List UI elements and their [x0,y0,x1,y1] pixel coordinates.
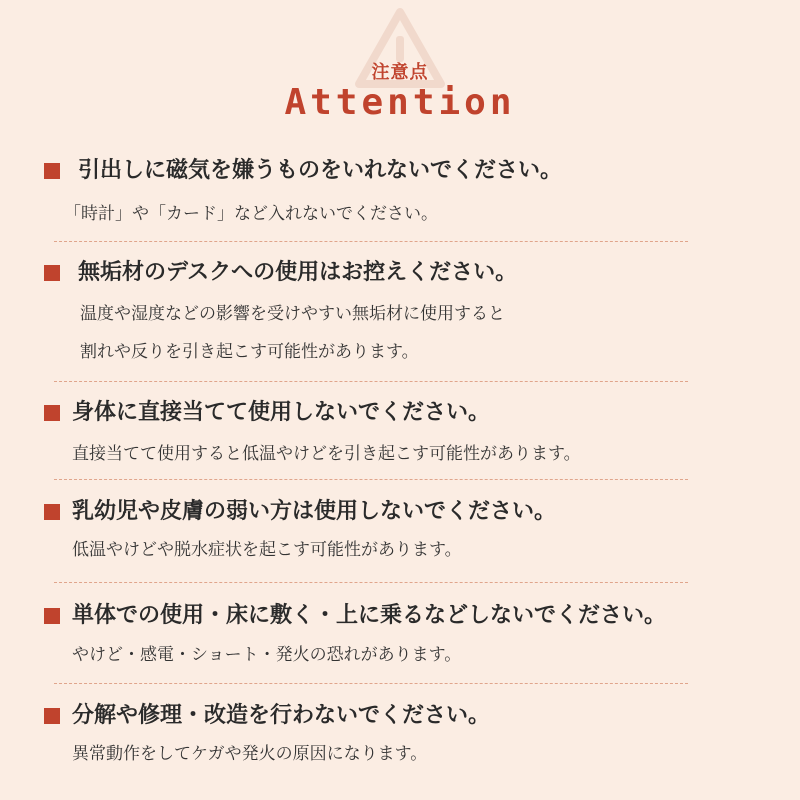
bullet-icon [44,405,60,421]
item-desc: 温度や湿度などの影響を受けやすい無垢材に使用すると [80,304,505,324]
item-heading: 乳幼児や皮膚の弱い方は使用しないでください。 [72,499,557,524]
header-subtitle: 注意点 [371,62,429,83]
item-heading: 無垢材のデスクへの使用はお控えください。 [78,260,518,285]
item-heading: 分解や修理・改造を行わないでください。 [72,703,491,728]
item-desc: 「時計」や「カード」など入れないでください。 [64,204,438,224]
item-desc: やけど・感電・ショート・発火の恐れがあります。 [72,645,462,665]
divider [54,582,688,583]
item-heading: 単体での使用・床に敷く・上に乗るなどしないでください。 [72,603,667,628]
divider [54,241,688,242]
page-title: Attention [284,82,516,123]
item-desc: 直接当てて使用すると低温やけどを引き起こす可能性があります。 [72,444,581,464]
bullet-icon [44,708,60,724]
item-desc: 割れや反りを引き起こす可能性があります。 [80,342,419,362]
divider [54,479,688,480]
bullet-icon [44,163,60,179]
item-desc: 異常動作をしてケガや発火の原因になります。 [72,744,428,764]
item-heading: 身体に直接当てて使用しないでください。 [72,400,491,425]
bullet-icon [44,504,60,520]
item-heading: 引出しに磁気を嫌うものをいれないでください。 [78,158,563,183]
item-desc: 低温やけどや脱水症状を起こす可能性があります。 [72,540,462,560]
bullet-icon [44,265,60,281]
divider [54,683,688,684]
bullet-icon [44,608,60,624]
divider [54,381,688,382]
